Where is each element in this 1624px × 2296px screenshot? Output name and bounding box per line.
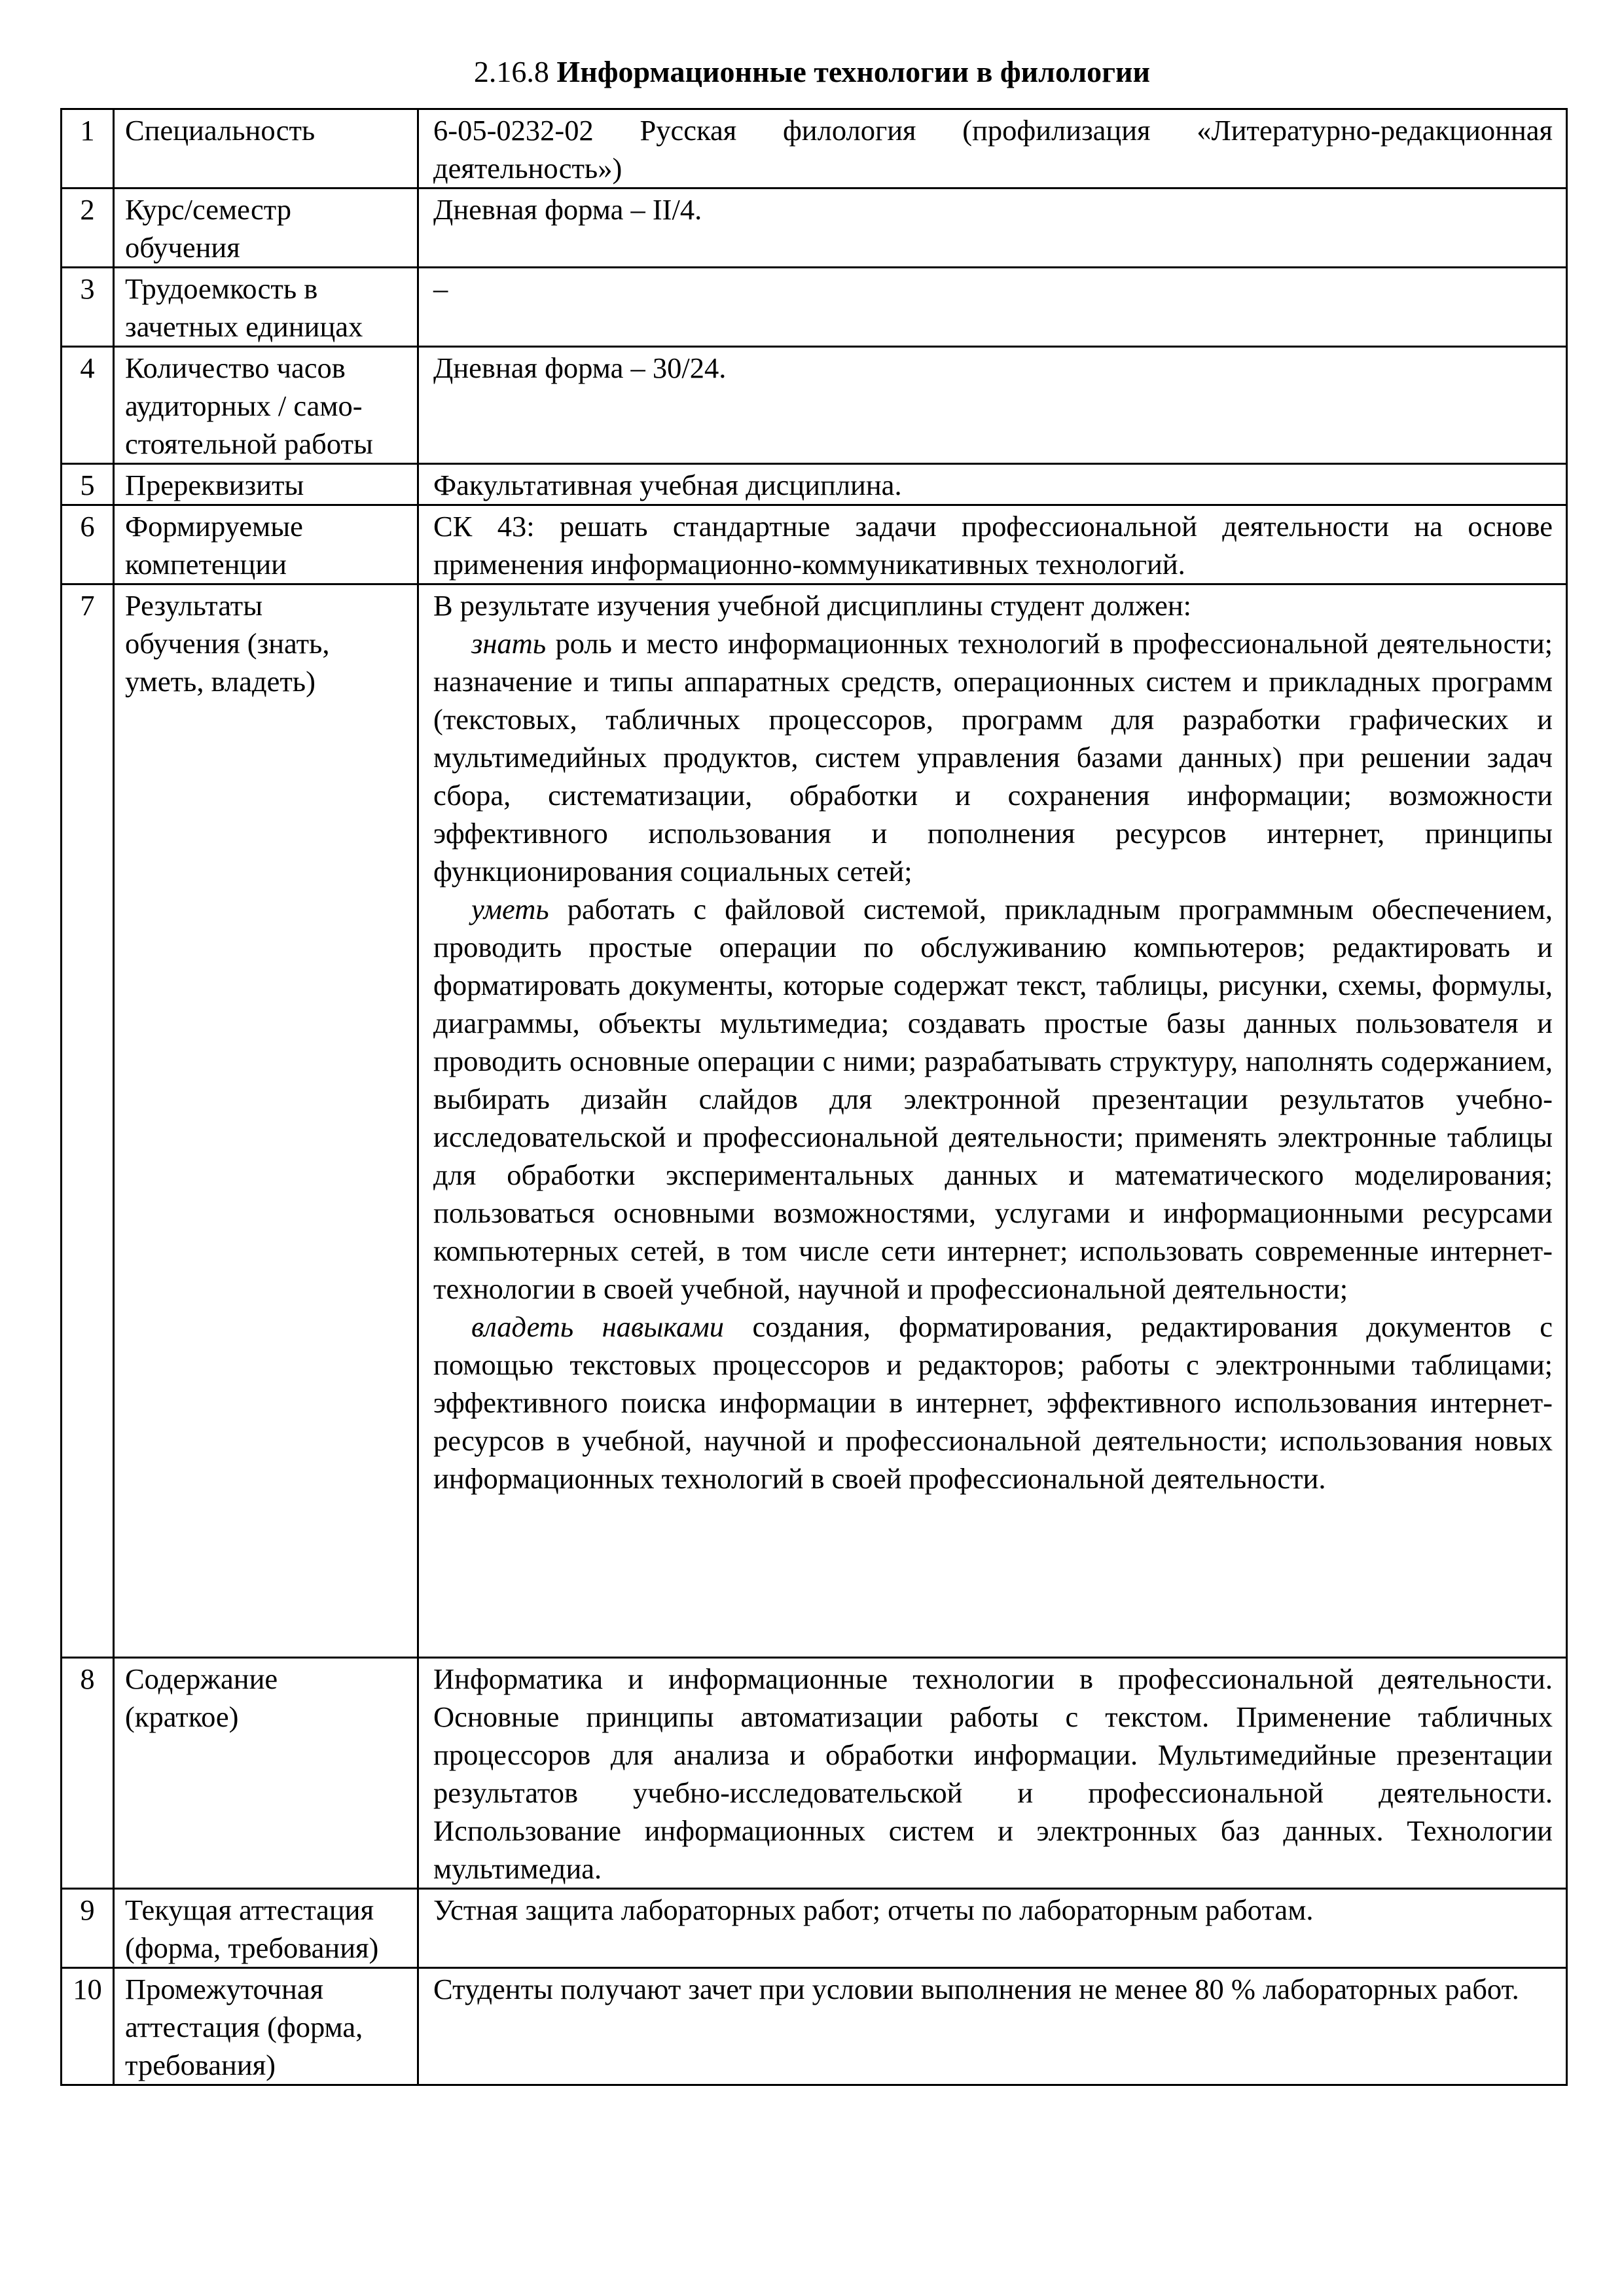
table-row (62, 1889, 1567, 1968)
row-value: – (418, 268, 1567, 347)
table-row (62, 188, 1567, 268)
course-description-table (60, 108, 1568, 2086)
document-title (0, 52, 1624, 92)
row-number: 7 (62, 584, 114, 1658)
row-label (114, 1658, 418, 1889)
row-value: Дневная форма – II/4. (418, 188, 1567, 268)
table-row (62, 347, 1567, 464)
row-label (114, 188, 418, 268)
can-lead: уметь (471, 893, 549, 925)
row-number: 4 (62, 347, 114, 464)
table-row (62, 268, 1567, 347)
table-row (62, 109, 1567, 188)
row-number: 6 (62, 505, 114, 584)
row-label: Промежуточная аттестация (форма, требования) (114, 1968, 418, 2085)
table-row (62, 1658, 1567, 1889)
can-text: работать с файловой системой, прикладным программным обеспечением, проводить простые операции по обслуживанию компьютеров; редактировать и форматировать документы, которые содержат текст, таблицы, рисунки, схемы, формулы, диаграммы, объекты мультимедиа; создавать простые базы данных пользователя и проводить основные операции с ними; разрабатывать структуру, наполнять содержанием, выбирать дизайн слайдов для электронной презентации результатов учебно-исследовательской и профессиональной деятельности; применять электронные таблицы для обработки экспериментальных данных и математического моделирования; пользоваться основными возможностями, услугами и информационными ресурсами компьютерных сетей, в том числе сети интернет; использовать современные интернет-технологии в своей учебной, научной и профессиональной деятельности; (433, 893, 1553, 1305)
own-text: создания, форматирования, редактирования документов с помощью текстовых процессоров и редакторов; работы с электронными таблицами; эффективного поиска информации в интернет, эффективного использования интернет-ресурсов в учебной, научной и профессиональной деятельности; использования новых информационных технологий в своей профессиональной деятельности. (433, 1310, 1553, 1495)
know-text: роль и место информационных технологий в профессиональной деятельности; назначение и типы аппаратных средств, операционных систем и прикладных программ (текстовых, табличных процессоров, программ для разработки графических и мультимедийных продуктов, систем управления базами данных) при решении задач сбора, систематизации, обработки и сохранения информации; возможности эффективного использования и пополнения ресурсов интернет, принципы функционирования социальных сетей; (433, 627, 1553, 888)
results-intro: В результате изучения учебной дисциплины студент должен: (433, 589, 1192, 622)
row-number: 5 (62, 464, 114, 505)
section-number: 2.16.8 (473, 55, 549, 88)
row-number: 9 (62, 1889, 114, 1968)
know-lead: знать (471, 627, 547, 660)
table-row (62, 584, 1567, 1658)
row-value: Устная защита лабораторных работ; отчеты по лабораторным работам. (418, 1889, 1567, 1968)
row-value: Студенты получают зачет при условии выполнения не менее 80 % лабораторных работ. (418, 1968, 1567, 2085)
row-value: Информатика и информационные технологии в профессиональной деятельности. Основные принципы автоматизации работы с текстом. Применение табличных процессоров для анализа и обработки информации. Мультимедийные презентации результатов учебно-исследовательской и профессиональной деятельности. Использование информационных систем и электронных баз данных. Технологии мультимедиа. (418, 1658, 1567, 1889)
row-value: СК 43: решать стандартные задачи профессиональной деятельности на основе применения информационно-коммуникативных технологий. (418, 505, 1567, 584)
row-label-text: Курс/семестр обучения (125, 193, 292, 264)
row-number: 8 (62, 1658, 114, 1889)
row-label: Количество часов аудиторных / само-стоятельной работы (114, 347, 418, 464)
row-label-text: Результаты обучения (знать, уметь, владеть) (125, 589, 330, 698)
table-row (62, 1968, 1567, 2085)
row-number: 2 (62, 188, 114, 268)
row-value (418, 584, 1567, 1658)
row-value: Факультативная учебная дисциплина. (418, 464, 1567, 505)
row-label: Текущая аттестация (форма, требования) (114, 1889, 418, 1968)
row-label (114, 584, 418, 1658)
row-number: 3 (62, 268, 114, 347)
own-lead: владеть навыками (471, 1310, 724, 1343)
row-number: 10 (62, 1968, 114, 2085)
results-know (433, 624, 1553, 890)
row-label: Трудоемкость в зачетных единицах (114, 268, 418, 347)
table-row (62, 505, 1567, 584)
results-can (433, 890, 1553, 1308)
row-label-text: Содержание (краткое) (125, 1662, 278, 1733)
section-title: Информационные технологии в филологии (556, 55, 1151, 88)
table-row (62, 464, 1567, 505)
row-label: Формируемые компетенции (114, 505, 418, 584)
row-label: Специальность (114, 109, 418, 188)
row-value: Дневная форма – 30/24. (418, 347, 1567, 464)
row-label: Пререквизиты (114, 464, 418, 505)
row-value: 6-05-0232-02 Русская филология (профилизация «Литературно-редакционная деятельность») (418, 109, 1567, 188)
results-own (433, 1308, 1553, 1498)
row-number: 1 (62, 109, 114, 188)
